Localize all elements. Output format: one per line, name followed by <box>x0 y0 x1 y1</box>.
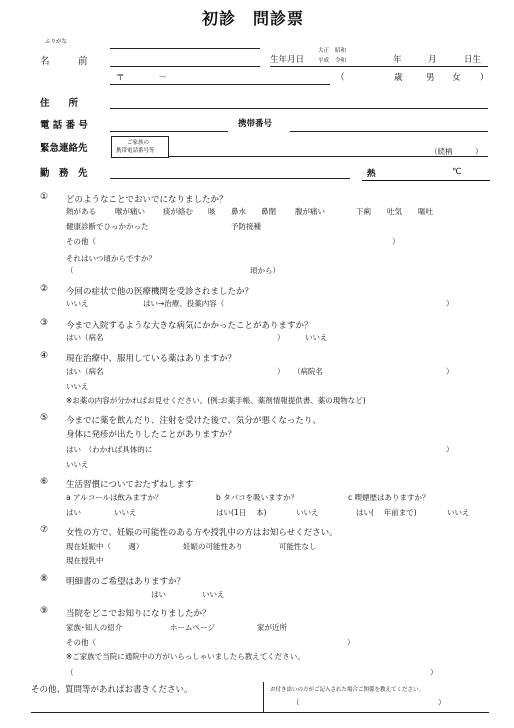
work-label: 勤 務 先 <box>40 168 88 179</box>
q7-number: ⑦ <box>40 525 49 535</box>
q7-nursing[interactable]: 現在授乳中 <box>66 556 104 565</box>
q9-note: ※ご家族で当院に通院中の方がいらっしゃいましたら教えてください。 <box>66 652 305 661</box>
name-label: 名 前 <box>40 56 88 67</box>
sex-female[interactable]: 女 <box>452 73 461 83</box>
q7-text: 女性の方で、妊娠の可能性のある方や授乳中の方はお知らせください。 <box>66 528 338 538</box>
q3-no[interactable]: いいえ <box>305 333 328 342</box>
q1-symptom-nausea[interactable]: 吐気 <box>387 207 402 216</box>
furigana-line <box>110 48 260 49</box>
q1-symptom-diarrhea[interactable]: 下痢 <box>356 207 371 216</box>
q4-number: ④ <box>40 351 49 361</box>
q1-text: どのようなことでおいでになりましたか？ <box>66 195 228 205</box>
q8-no[interactable]: いいえ <box>202 590 225 599</box>
footer-attendant-label: お付き添いの方がご記入された場合ご関係を教えてください。 <box>270 687 425 693</box>
q6-text: 生活習慣についておたずねします <box>66 480 194 490</box>
furigana-label: ふりがな <box>45 39 68 45</box>
q4-close-hospital: ） <box>446 367 454 376</box>
age-label: 歳 <box>394 73 403 83</box>
q1-symptom-runny-nose[interactable]: 鼻水 <box>231 207 246 216</box>
q4-close-disease: ） <box>277 367 285 376</box>
q9-number: ⑨ <box>40 606 49 616</box>
q6-c-no[interactable]: いいえ <box>447 508 470 517</box>
q8-yes[interactable]: はい <box>151 590 166 599</box>
q9-text: 当院をどこでお知りになりましたか？ <box>66 609 211 619</box>
family-phone-note-1: ご家族の <box>127 140 150 146</box>
q2-close: ） <box>446 299 454 308</box>
address-label: 住 所 <box>40 98 79 109</box>
emergency-label: 緊急連絡先 <box>40 143 88 154</box>
q6-b-yes[interactable]: はい(1日 本) <box>216 508 267 517</box>
age-close: ） <box>480 73 489 83</box>
page-title: 初診 問診票 <box>202 9 305 28</box>
postal-line <box>110 84 330 85</box>
celsius-label: ℃ <box>452 167 462 177</box>
q2-number: ② <box>40 284 49 294</box>
q9-family-close: ） <box>430 668 438 677</box>
q4-text: 現在治療中、服用している薬はありますか？ <box>66 354 237 364</box>
era-showa[interactable]: 昭和 <box>335 48 347 54</box>
mobile-label: 携帯番号 <box>238 119 273 129</box>
q2-no[interactable]: いいえ <box>66 299 89 308</box>
era-heisei[interactable]: 平成 <box>318 58 330 64</box>
dob-month: 月 <box>428 55 437 65</box>
q1-since-close: 頃から） <box>250 266 280 275</box>
q1-vaccination[interactable]: 予防接種 <box>231 222 261 231</box>
q1-symptom-cough[interactable]: 咳 <box>208 207 216 216</box>
q9-opt-nearby[interactable]: 家が近所 <box>257 623 287 632</box>
q5-text-1: 今までに薬を飲んだり、注射を受けた後で、気分が悪くなったり、 <box>66 416 321 426</box>
sex-male[interactable]: 男 <box>426 73 435 83</box>
q6-b-label: b タバコを吸いますか？ <box>216 493 299 502</box>
q5-close: ） <box>446 445 454 454</box>
q1-number: ① <box>40 192 49 202</box>
family-phone-note-2: 携帯電話番号等 <box>116 148 155 154</box>
q4-no[interactable]: いいえ <box>66 382 89 391</box>
q5-yes[interactable]: はい （わかれば具体的に <box>66 445 153 454</box>
address-field[interactable] <box>110 108 488 109</box>
q7-none[interactable]: 可能性なし <box>279 542 317 551</box>
q7-possible[interactable]: 妊娠の可能性あり <box>183 542 243 551</box>
q6-a-no[interactable]: いいえ <box>114 508 137 517</box>
q6-number: ⑥ <box>40 477 49 487</box>
mobile-field[interactable] <box>290 131 488 132</box>
era-reiwa[interactable]: 令和 <box>335 58 347 64</box>
emergency-field[interactable] <box>168 156 488 157</box>
q8-number: ⑧ <box>40 574 49 584</box>
q1-symptom-vomiting[interactable]: 嘔吐 <box>418 207 433 216</box>
q6-a-label: a アルコールは飲みますか？ <box>66 493 163 502</box>
q1-since-label: それはいつ頃からですか？ <box>66 254 156 263</box>
q9-opt-family[interactable]: 家族･知人の紹介 <box>66 623 123 632</box>
q3-close: ） <box>277 333 285 342</box>
footer-relation-open: （ <box>292 698 300 707</box>
q6-c-label: c 喫煙歴はありますか？ <box>348 493 430 502</box>
q5-text-2: 身体に発疹が出たりしたことがありますか？ <box>66 430 237 440</box>
era-taisho[interactable]: 大正 <box>318 48 330 54</box>
q6-c-yes[interactable]: はい( 年前まで) <box>356 508 417 517</box>
phone-label: 電 話 番 号 <box>40 120 88 131</box>
dob-label: 生年月日 <box>270 55 305 65</box>
q1-symptom-sore-throat[interactable]: 喉が痛い <box>115 207 145 216</box>
q9-family-open: （ <box>66 668 74 677</box>
q4-note: ※お薬の内容が分かればお見せください。(例:お薬手帳、薬剤情報提供書、薬の現物など) <box>66 396 366 405</box>
q2-text: 今回の症状で他の医療機関を受診されましたか？ <box>66 287 254 297</box>
q4-yes[interactable]: はい（病名 <box>66 367 104 376</box>
q3-text: 今まで入院するような大きな病気にかかったことがありますか？ <box>66 321 313 331</box>
phone-field[interactable] <box>110 131 228 132</box>
q9-opt-homepage[interactable]: ホームページ <box>170 623 215 632</box>
q7-pregnant[interactable]: 現在妊娠中（ 週） <box>66 542 144 551</box>
dob-year: 年 <box>393 55 402 65</box>
footer-comments-label: その他、質問等があればお書きください。 <box>31 685 193 695</box>
q1-symptom-nasal-block[interactable]: 鼻閉 <box>261 207 276 216</box>
q3-number: ③ <box>40 318 49 328</box>
name-field[interactable] <box>110 66 260 67</box>
q9-other-close: ） <box>347 638 355 647</box>
q5-no[interactable]: いいえ <box>66 460 89 469</box>
fever-field[interactable] <box>362 180 490 181</box>
q1-symptom-stomachache[interactable]: 腹が痛い <box>295 207 325 216</box>
q1-symptom-fever[interactable]: 熱がある <box>66 207 96 216</box>
footer-relation-close: ） <box>438 698 446 707</box>
work-field[interactable] <box>110 178 350 179</box>
q8-text: 明細書のご希望はありますか？ <box>66 577 186 587</box>
dob-field[interactable] <box>270 66 488 67</box>
relation-label[interactable]: （続柄 ） <box>430 147 483 156</box>
postal-code[interactable]: 〒 － <box>116 73 168 83</box>
dob-day: 日生 <box>464 55 482 65</box>
q1-checkup[interactable]: 健康診断でひっかかった <box>66 222 149 231</box>
age-open: （ <box>336 73 345 83</box>
q6-a-yes[interactable]: はい <box>66 508 81 517</box>
q5-number: ⑤ <box>40 413 49 423</box>
q1-since-open: （ <box>66 266 74 275</box>
q1-other[interactable]: その他（ <box>66 237 96 246</box>
q4-hospital[interactable]: （病院名 <box>293 367 323 376</box>
q6-b-no[interactable]: いいえ <box>296 508 319 517</box>
q9-other[interactable]: その他（ <box>66 638 96 647</box>
q1-symptom-phlegm[interactable]: 痰が絡む <box>163 207 193 216</box>
footer-comments-field[interactable] <box>31 712 489 713</box>
q3-yes[interactable]: はい（病名 <box>66 333 104 342</box>
footer-divider <box>263 682 264 712</box>
fever-label: 熱 <box>367 169 376 179</box>
q1-other-close: ） <box>392 237 400 246</box>
q2-yes[interactable]: はい→治療、投薬内容（ <box>143 299 225 308</box>
